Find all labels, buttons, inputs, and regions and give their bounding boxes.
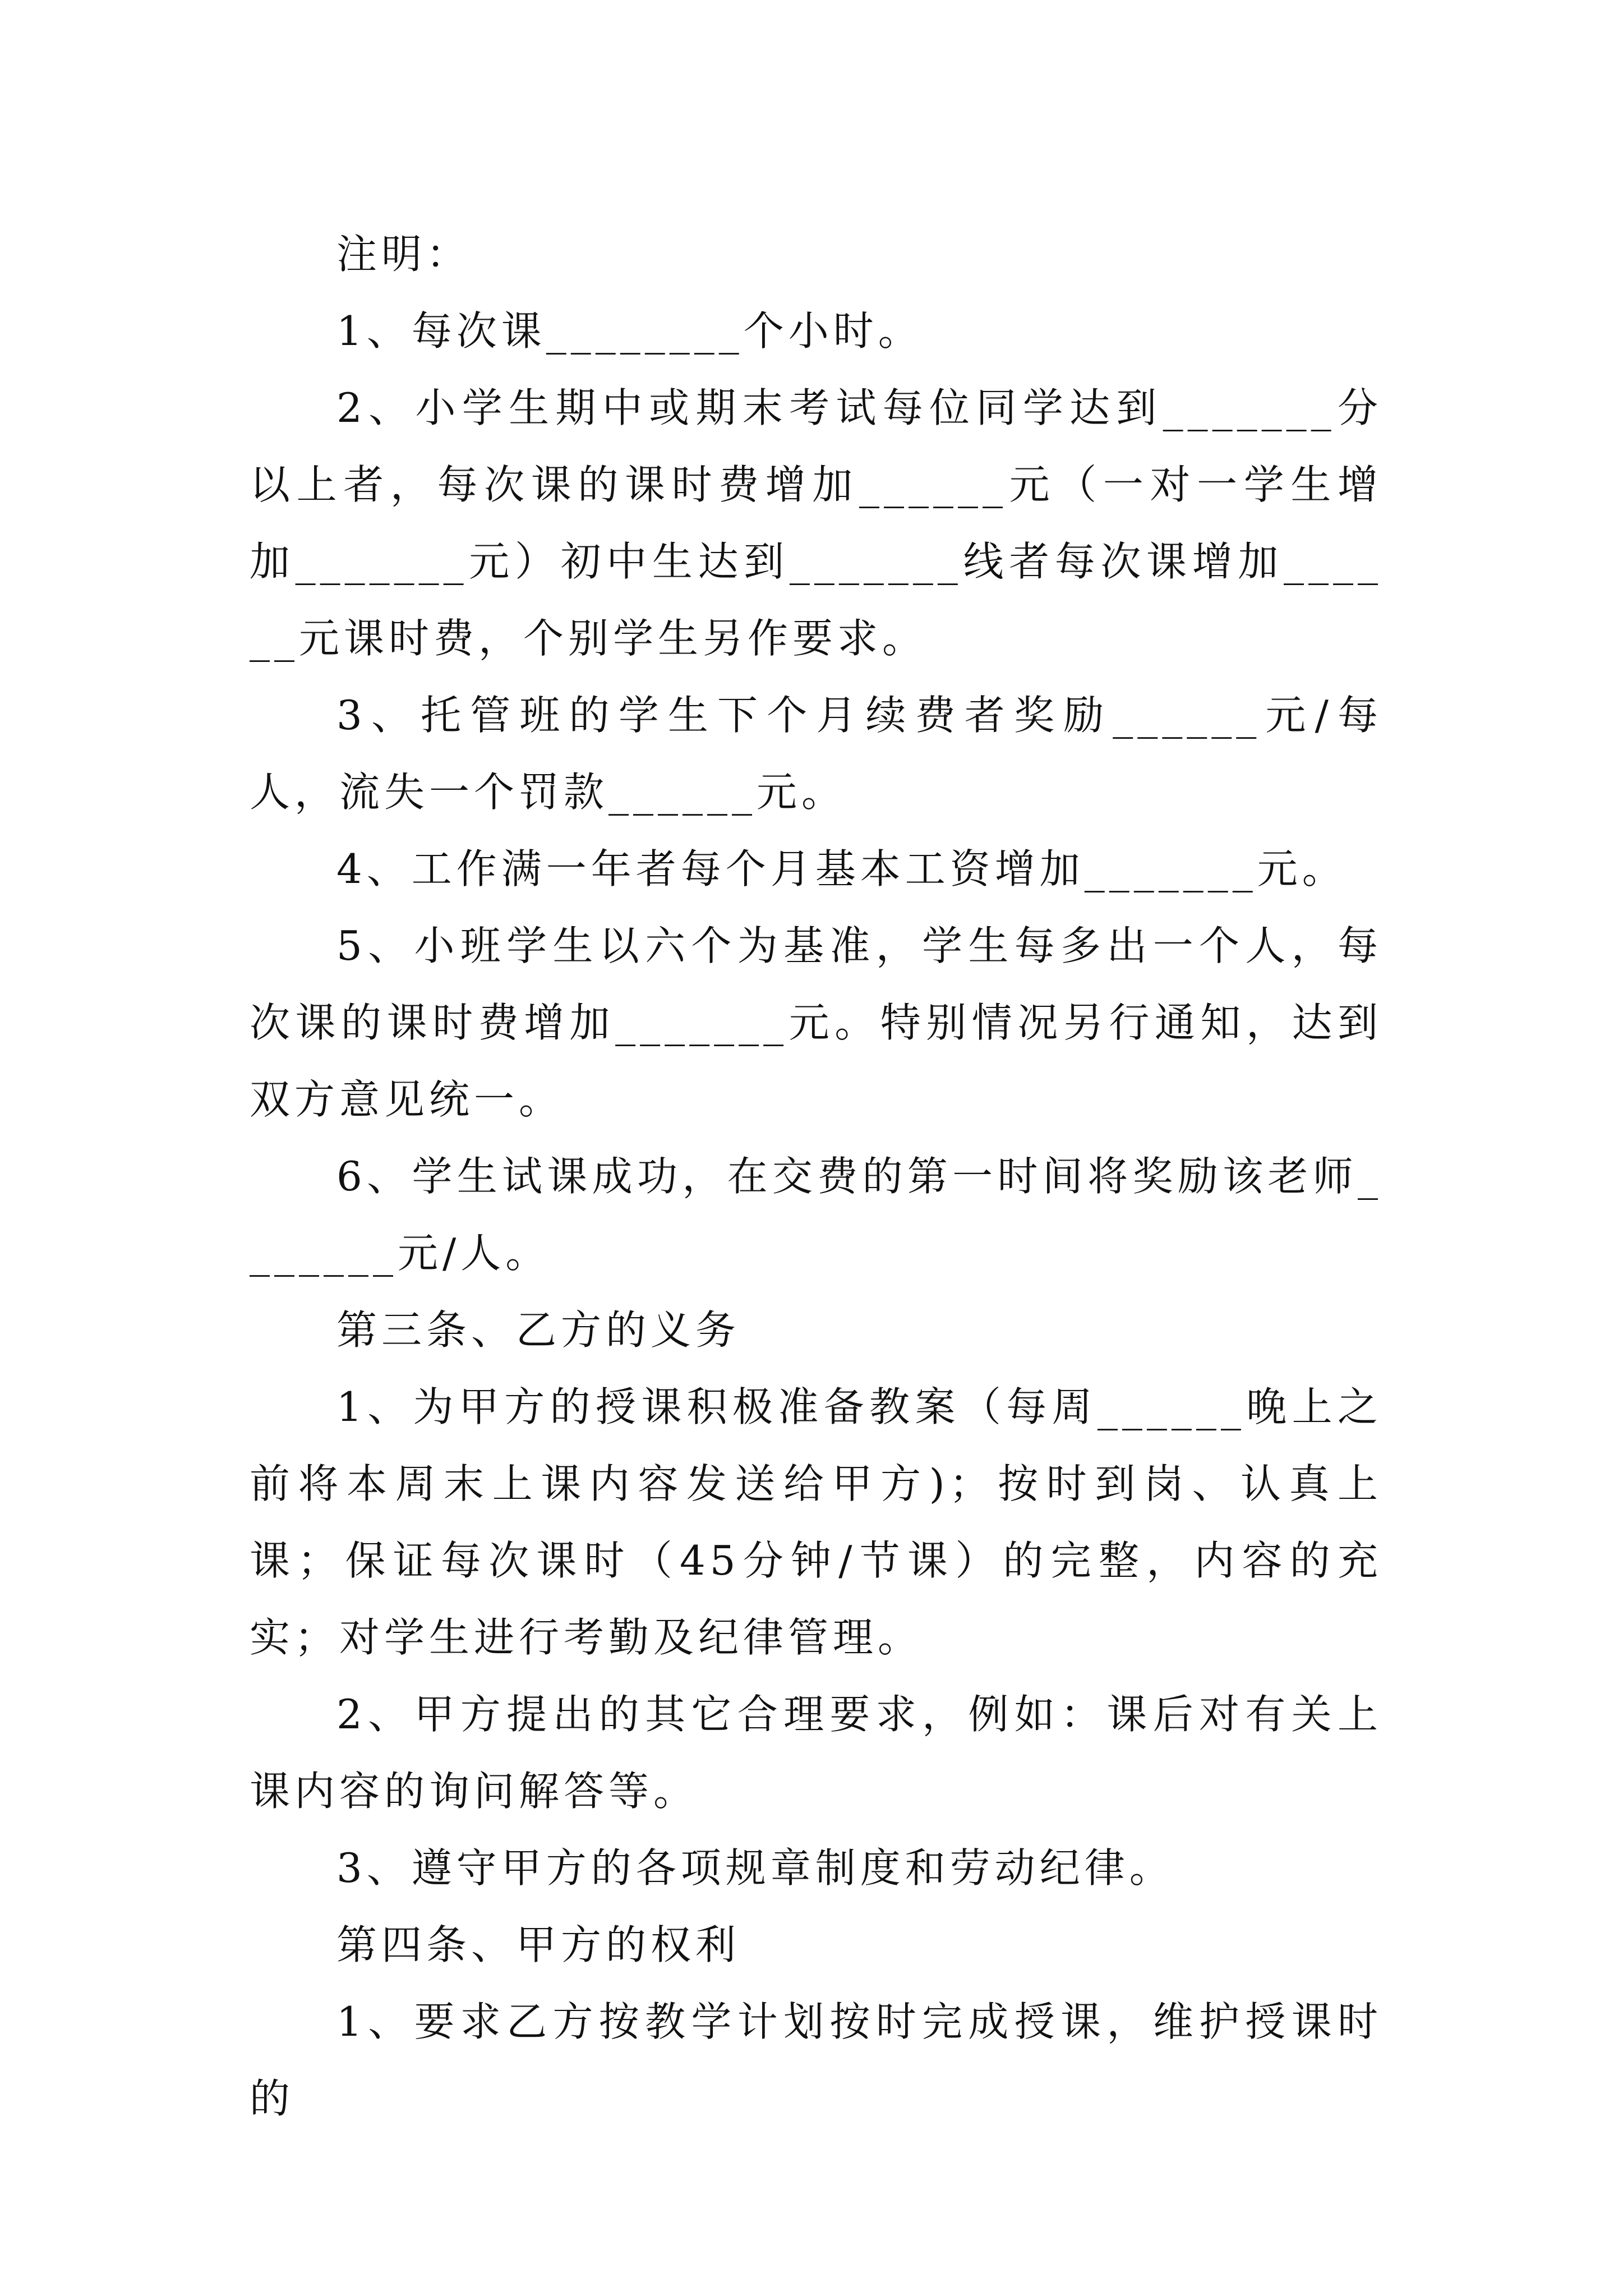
note-item-2: 2、小学生期中或期末考试每位同学达到_______分以上者，每次课的课时费增加______元（一对一学生增加_______元）初中生达到_______线者每次课增加______元课时费，个别学生另作要求。 <box>250 384 1382 662</box>
note-item-3: 3、托管班的学生下个月续费者奖励______元/每人，流失一个罚款______元。 <box>250 692 1382 816</box>
article-3-item-3: 3、遵守甲方的各项规章制度和劳动纪律。 <box>336 1844 1174 1892</box>
article-3-heading: 第三条、乙方的义务 <box>336 1306 741 1354</box>
note-item-6: 6、学生试课成功，在交费的第一时间将奖励该老师_______元/人。 <box>250 1153 1382 1277</box>
note-item-4: 4、工作满一年者每个月基本工资增加_______元。 <box>336 845 1347 892</box>
note-item-5: 5、小班学生以六个为基准，学生每多出一个人，每次课的课时费增加_______元。特别情况另行通知，达到双方意见统一。 <box>250 922 1382 1123</box>
article-4-item-1: 1、要求乙方按教学计划按时完成授课，维护授课时的 <box>250 1998 1382 2122</box>
note-item-1: 1、每次课________个小时。 <box>336 307 923 355</box>
article-3-item-1: 1、为甲方的授课积极准备教案（每周______晚上之前将本周末上课内容发送给甲方)；按时到岗、认真上课；保证每次课时（45分钟/节课）的完整，内容的充实；对学生进行考勤及纪律管理。 <box>250 1383 1382 1661</box>
note-heading: 注明： <box>336 231 472 278</box>
article-4-heading: 第四条、甲方的权利 <box>336 1921 741 1968</box>
document-body <box>250 216 1382 2137</box>
article-3-item-2: 2、甲方提出的其它合理要求，例如：课后对有关上课内容的询问解答等。 <box>250 1691 1382 1815</box>
